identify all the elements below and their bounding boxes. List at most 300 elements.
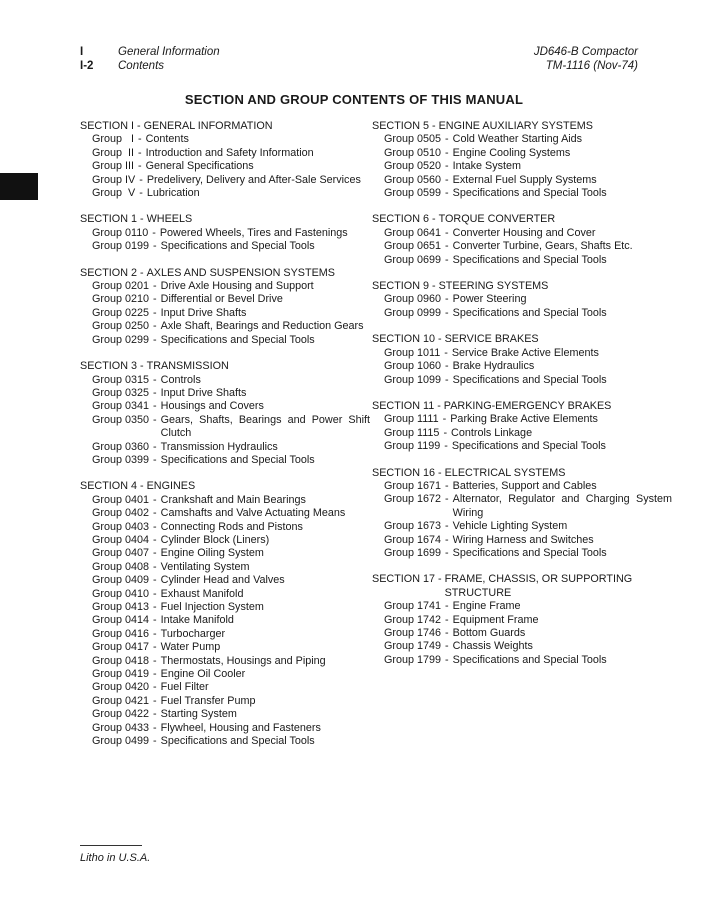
group-entry: [80, 374, 370, 387]
section-number: SECTION I -: [80, 120, 144, 132]
group-code: Group 1672: [384, 493, 442, 506]
group-code: Group 0414: [92, 614, 150, 627]
group-entry: [372, 480, 672, 493]
group-code: Group 1199: [384, 440, 441, 453]
group-code: Group 0341: [92, 400, 150, 413]
group-separator: -: [153, 240, 157, 253]
group-separator: -: [443, 426, 448, 439]
group-entry: [80, 320, 370, 333]
group-separator: -: [153, 520, 157, 533]
section-number: SECTION 9 -: [372, 280, 439, 293]
contents-section: [80, 480, 370, 748]
group-separator: -: [153, 493, 157, 506]
contents-section: [80, 267, 370, 347]
group-title: Starting System: [160, 708, 237, 721]
group-code: Group 1799: [384, 653, 442, 666]
group-code: Group 0110: [92, 226, 149, 239]
contents-section: [80, 120, 370, 200]
group-separator: -: [153, 293, 157, 306]
section-title: GENERAL INFORMATION: [143, 120, 273, 132]
group-code: Group 1115: [384, 426, 440, 439]
group-entry: [80, 722, 370, 735]
section-title: PARKING-EMERGENCY BRAKES: [443, 399, 612, 412]
group-title: Fuel Transfer Pump: [160, 694, 256, 707]
group-title: Crankshaft and Main Bearings: [160, 493, 306, 506]
group-code: Group 0299: [92, 333, 150, 346]
group-separator: -: [139, 187, 143, 200]
section-number: SECTION 11 -: [372, 399, 444, 412]
group-code: Group 0407: [92, 547, 150, 560]
section-heading: [372, 280, 672, 293]
group-separator: -: [153, 533, 157, 546]
page-topic: Contents: [118, 60, 165, 72]
group-separator: -: [444, 440, 448, 453]
group-entry: [80, 387, 370, 400]
contents-section: [80, 213, 370, 253]
group-code: Group 1111: [384, 413, 439, 426]
group-title: Differential or Bevel Drive: [160, 293, 283, 306]
group-code: Group 1060: [384, 360, 442, 373]
group-title: Specifications and Special Tools: [452, 306, 607, 319]
group-separator: -: [445, 640, 449, 653]
group-entry: [372, 347, 672, 360]
group-separator: -: [445, 613, 449, 626]
group-entry: [372, 413, 672, 426]
group-code: Group 1674: [384, 533, 442, 546]
group-code: Group 1671: [384, 479, 442, 492]
group-title: Exhaust Manifold: [160, 587, 244, 600]
group-entry: [80, 240, 370, 253]
group-title: Power Steering: [452, 293, 527, 306]
group-separator: -: [445, 187, 449, 200]
group-entry: [80, 454, 370, 467]
footer-rule: [80, 845, 142, 846]
group-title: Cylinder Head and Valves: [160, 574, 285, 587]
group-code: Group II: [92, 146, 135, 159]
group-entry: [372, 187, 672, 200]
group-code: Group 0499: [92, 735, 150, 748]
group-entry: [80, 227, 370, 240]
footer-imprint: Litho in U.S.A.: [80, 852, 151, 864]
group-title: Chassis Weights: [452, 640, 533, 653]
group-entry: [372, 440, 672, 453]
group-separator: -: [445, 226, 449, 239]
group-separator: -: [445, 520, 449, 533]
group-title: Connecting Rods and Pistons: [160, 520, 303, 533]
group-title: Gears, Shafts, Bearings and Power Shift Clutch: [160, 413, 370, 440]
section-heading: [80, 360, 370, 373]
group-separator: -: [445, 253, 449, 266]
group-separator: -: [153, 306, 157, 319]
group-title: Specifications and Special Tools: [160, 240, 315, 253]
group-title: Ventilating System: [160, 560, 250, 573]
section-heading: [372, 573, 672, 600]
contents-section: [372, 280, 672, 320]
chapter-number: I: [80, 46, 84, 58]
group-entry: [372, 227, 672, 240]
group-entry: [80, 641, 370, 654]
group-separator: -: [153, 708, 157, 721]
group-title: Transmission Hydraulics: [160, 440, 278, 453]
group-separator: -: [153, 574, 157, 587]
group-code: Group 0505: [384, 133, 442, 146]
group-title: Controls Linkage: [451, 426, 533, 439]
group-separator: -: [442, 413, 447, 426]
section-title: WHEELS: [146, 213, 193, 226]
group-entry: [80, 735, 370, 748]
group-title: Intake Manifold: [160, 614, 234, 627]
group-code: Group 0413: [92, 601, 150, 613]
group-entry: [80, 147, 370, 160]
group-title: Lubrication: [146, 187, 200, 200]
group-separator: -: [445, 146, 449, 159]
group-title: Contents: [145, 133, 189, 146]
group-separator: -: [445, 533, 449, 546]
group-code: Group 0560: [384, 173, 442, 186]
contents-section: [372, 573, 672, 667]
group-separator: -: [153, 547, 157, 560]
group-separator: -: [153, 400, 157, 413]
header-row-chapter: [80, 45, 340, 59]
running-header-right: [534, 45, 638, 73]
group-code: Group 1099: [384, 373, 442, 386]
section-heading: [372, 120, 672, 133]
group-entry: [372, 133, 672, 146]
group-separator: -: [445, 133, 449, 146]
group-entry: [372, 307, 672, 320]
group-separator: -: [153, 641, 157, 654]
group-separator: -: [445, 173, 449, 186]
group-entry: [372, 600, 672, 613]
group-separator: -: [153, 614, 157, 627]
group-title: Input Drive Shafts: [160, 386, 247, 399]
group-code: Group 0350: [92, 413, 150, 426]
group-entry: [80, 521, 370, 534]
group-title: Batteries, Support and Cables: [452, 479, 597, 492]
group-title: Vehicle Lighting System: [452, 520, 568, 533]
group-code: Group 1011: [384, 346, 441, 359]
group-entry: [372, 427, 672, 440]
contents-section: [372, 400, 672, 454]
group-separator: -: [153, 373, 157, 386]
section-number: SECTION 3 -: [80, 360, 147, 373]
section-tab-marker: [0, 173, 38, 200]
section-title: FRAME, CHASSIS, OR SUPPORTING STRUCTURE: [444, 573, 633, 599]
group-entry: [372, 640, 672, 653]
group-separator: -: [139, 173, 143, 186]
group-code: Group V: [92, 187, 136, 200]
group-entry: [372, 160, 672, 173]
group-code: Group 0402: [92, 507, 150, 520]
section-heading: [372, 467, 672, 480]
group-code: Group 0420: [92, 681, 150, 694]
section-heading: [372, 400, 672, 413]
section-title: TRANSMISSION: [146, 360, 229, 373]
group-code: Group 0199: [92, 240, 150, 253]
section-number: SECTION 6 -: [372, 213, 439, 226]
group-entry: [80, 334, 370, 347]
section-title: SERVICE BRAKES: [444, 333, 539, 346]
group-title: Intake System: [452, 160, 522, 173]
group-code: Group 0433: [92, 721, 150, 734]
group-entry: [80, 547, 370, 560]
group-code: Group 0403: [92, 520, 150, 533]
header-row-page: [80, 59, 340, 73]
group-entry: [372, 147, 672, 160]
contents-section: [372, 213, 672, 267]
group-title: Turbocharger: [160, 627, 226, 640]
group-code: Group 0418: [92, 654, 150, 667]
group-title: Engine Oiling System: [160, 547, 264, 560]
group-separator: -: [445, 627, 449, 639]
group-code: Group 1673: [384, 520, 442, 533]
group-separator: -: [153, 507, 157, 520]
group-separator: -: [445, 493, 449, 506]
group-entry: [372, 360, 672, 373]
section-number: SECTION 1 -: [80, 213, 147, 226]
group-title: Introduction and Safety Information: [145, 146, 314, 159]
group-entry: [80, 414, 370, 441]
manual-title: JD646-B Compactor: [533, 46, 638, 58]
section-heading: [80, 267, 370, 280]
group-entry: [372, 374, 672, 387]
group-entry: [372, 174, 672, 187]
group-title: Housings and Covers: [160, 400, 264, 413]
group-title: Specifications and Special Tools: [452, 373, 607, 386]
group-code: Group 0399: [92, 453, 150, 466]
group-separator: -: [153, 453, 157, 466]
group-code: Group 1742: [384, 613, 442, 626]
group-code: Group 1746: [384, 627, 442, 639]
group-title: Specifications and Special Tools: [160, 453, 315, 466]
contents-column-right: [372, 120, 672, 680]
group-code: Group 0401: [92, 493, 150, 506]
group-separator: -: [153, 721, 157, 734]
group-separator: -: [445, 600, 449, 613]
group-separator: -: [153, 694, 157, 707]
group-separator: -: [153, 681, 157, 694]
group-code: Group 0360: [92, 440, 150, 453]
group-entry: [80, 494, 370, 507]
section-title: TORQUE CONVERTER: [438, 213, 556, 226]
group-title: Powered Wheels, Tires and Fastenings: [159, 226, 348, 239]
group-separator: -: [153, 280, 157, 293]
group-entry: [80, 534, 370, 547]
group-separator: -: [153, 668, 157, 681]
group-separator: -: [445, 306, 449, 319]
group-entry: [372, 654, 672, 667]
group-code: Group 0417: [92, 641, 150, 654]
contents-section: [372, 120, 672, 200]
group-entry: [80, 681, 370, 694]
group-separator: -: [153, 413, 157, 426]
group-code: Group 0408: [92, 560, 150, 573]
group-separator: -: [445, 653, 449, 666]
group-code: Group 0422: [92, 708, 150, 721]
group-title: Bottom Guards: [452, 627, 526, 639]
group-entry: [80, 441, 370, 454]
group-separator: -: [445, 160, 449, 173]
section-title: STEERING SYSTEMS: [438, 280, 549, 293]
group-separator: -: [445, 373, 449, 386]
group-title: Thermostats, Housings and Piping: [160, 654, 326, 667]
group-code: Group 0699: [384, 253, 442, 266]
contents-column-left: [80, 120, 370, 761]
group-title: Specifications and Special Tools: [452, 546, 607, 559]
group-code: Group 0520: [384, 160, 442, 173]
section-heading: [80, 480, 370, 493]
group-separator: -: [153, 601, 157, 613]
group-code: Group 0960: [384, 293, 442, 306]
group-code: Group 0409: [92, 574, 150, 587]
group-separator: -: [444, 346, 448, 359]
group-title: Engine Cooling Systems: [452, 146, 571, 159]
group-title: Engine Oil Cooler: [160, 668, 246, 681]
group-entry: [80, 695, 370, 708]
group-code: Group 0225: [92, 306, 150, 319]
group-entry: [80, 588, 370, 601]
group-entry: [80, 668, 370, 681]
group-title: Service Brake Active Elements: [451, 346, 599, 359]
group-entry: [80, 187, 370, 200]
chapter-title: General Information: [118, 46, 220, 58]
section-heading: [80, 120, 370, 133]
group-code: Group 0510: [384, 146, 442, 159]
group-code: Group 0210: [92, 293, 150, 306]
group-entry: [372, 293, 672, 306]
group-title: Alternator, Regulator and Charging System Wiring: [452, 493, 672, 519]
group-title: Predelivery, Delivery and After-Sale Services: [146, 173, 361, 186]
group-separator: -: [445, 546, 449, 559]
group-entry: [372, 254, 672, 267]
group-separator: -: [153, 587, 157, 600]
group-title: Specifications and Special Tools: [452, 187, 607, 200]
group-separator: -: [445, 240, 449, 253]
group-title: Equipment Frame: [452, 613, 539, 626]
section-number: SECTION 5 -: [372, 120, 439, 132]
group-code: Group 0421: [92, 694, 150, 707]
group-title: Brake Hydraulics: [452, 360, 535, 373]
group-entry: [372, 520, 672, 533]
group-separator: -: [138, 133, 142, 146]
group-code: Group 0325: [92, 386, 150, 399]
group-title: Flywheel, Housing and Fasteners: [160, 721, 321, 734]
section-title: ENGINES: [146, 480, 196, 493]
section-number: SECTION 17 -: [372, 573, 445, 586]
group-separator: -: [152, 226, 156, 239]
group-code: Group 0999: [384, 306, 442, 319]
group-entry: [80, 574, 370, 587]
contents-section: [372, 333, 672, 387]
group-separator: -: [138, 146, 142, 159]
section-heading: [80, 213, 370, 226]
group-entry: [80, 708, 370, 721]
group-title: Fuel Injection System: [160, 601, 264, 613]
group-entry: [372, 493, 672, 520]
group-code: Group 0651: [384, 240, 442, 253]
group-entry: [372, 240, 672, 253]
group-entry: [80, 614, 370, 627]
manual-code: TM-1116 (Nov-74): [545, 60, 638, 72]
group-entry: [372, 627, 672, 640]
group-title: Specifications and Special Tools: [160, 333, 315, 346]
group-code: Group 0315: [92, 373, 150, 386]
group-title: Specifications and Special Tools: [452, 653, 607, 666]
group-separator: -: [153, 560, 157, 573]
group-separator: -: [153, 627, 157, 640]
group-title: Camshafts and Valve Actuating Means: [160, 507, 346, 520]
group-code: Group 1749: [384, 640, 442, 653]
group-code: Group I: [92, 133, 135, 146]
group-separator: -: [153, 386, 157, 399]
group-separator: -: [445, 360, 449, 373]
group-entry: [80, 280, 370, 293]
group-title: Water Pump: [160, 641, 221, 654]
group-code: Group 0201: [92, 280, 150, 293]
group-title: Axle Shaft, Bearings and Reduction Gears: [160, 320, 364, 333]
group-separator: -: [153, 333, 157, 346]
group-separator: -: [153, 735, 157, 748]
group-title: Input Drive Shafts: [160, 306, 247, 319]
group-code: Group 0404: [92, 533, 150, 546]
group-code: Group 0250: [92, 320, 150, 333]
group-title: Specifications and Special Tools: [160, 735, 315, 748]
group-code: Group 1741: [384, 600, 442, 613]
section-title: AXLES AND SUSPENSION SYSTEMS: [146, 266, 335, 279]
group-title: Fuel Filter: [160, 681, 209, 694]
group-title: Drive Axle Housing and Support: [160, 280, 314, 293]
group-title: Specifications and Special Tools: [452, 253, 607, 266]
group-entry: [80, 601, 370, 614]
group-entry: [372, 534, 672, 547]
group-separator: -: [445, 293, 449, 306]
group-title: Specifications and Special Tools: [451, 440, 606, 453]
section-number: SECTION 16 -: [372, 466, 445, 479]
group-title: Converter Turbine, Gears, Shafts Etc.: [452, 240, 633, 253]
group-code: Group 0599: [384, 187, 442, 200]
group-separator: -: [445, 479, 449, 492]
group-title: Wiring Harness and Switches: [452, 533, 594, 546]
group-code: Group 0410: [92, 587, 150, 600]
group-separator: -: [153, 320, 157, 333]
group-title: Converter Housing and Cover: [452, 226, 596, 239]
group-title: Cold Weather Starting Aids: [452, 133, 583, 146]
group-entry: [80, 561, 370, 574]
group-entry: [80, 293, 370, 306]
group-title: Cylinder Block (Liners): [160, 533, 270, 546]
section-title: ENGINE AUXILIARY SYSTEMS: [438, 120, 594, 132]
group-title: Parking Brake Active Elements: [450, 413, 598, 426]
group-entry: [80, 400, 370, 413]
group-code: Group IV: [92, 173, 136, 186]
section-heading: [372, 213, 672, 226]
group-code: Group 0641: [384, 226, 442, 239]
group-separator: -: [138, 160, 142, 173]
group-code: Group 0416: [92, 627, 150, 640]
group-entry: [372, 614, 672, 627]
section-number: SECTION 2 -: [80, 266, 147, 279]
group-title: External Fuel Supply Systems: [452, 173, 597, 186]
running-header-left: [80, 45, 340, 73]
group-entry: [80, 133, 370, 146]
group-entry: [80, 655, 370, 668]
group-code: Group 1699: [384, 546, 442, 559]
group-title: General Specifications: [145, 160, 254, 173]
group-entry: [80, 174, 370, 187]
group-entry: [80, 628, 370, 641]
group-entry: [372, 547, 672, 560]
contents-section: [80, 360, 370, 467]
